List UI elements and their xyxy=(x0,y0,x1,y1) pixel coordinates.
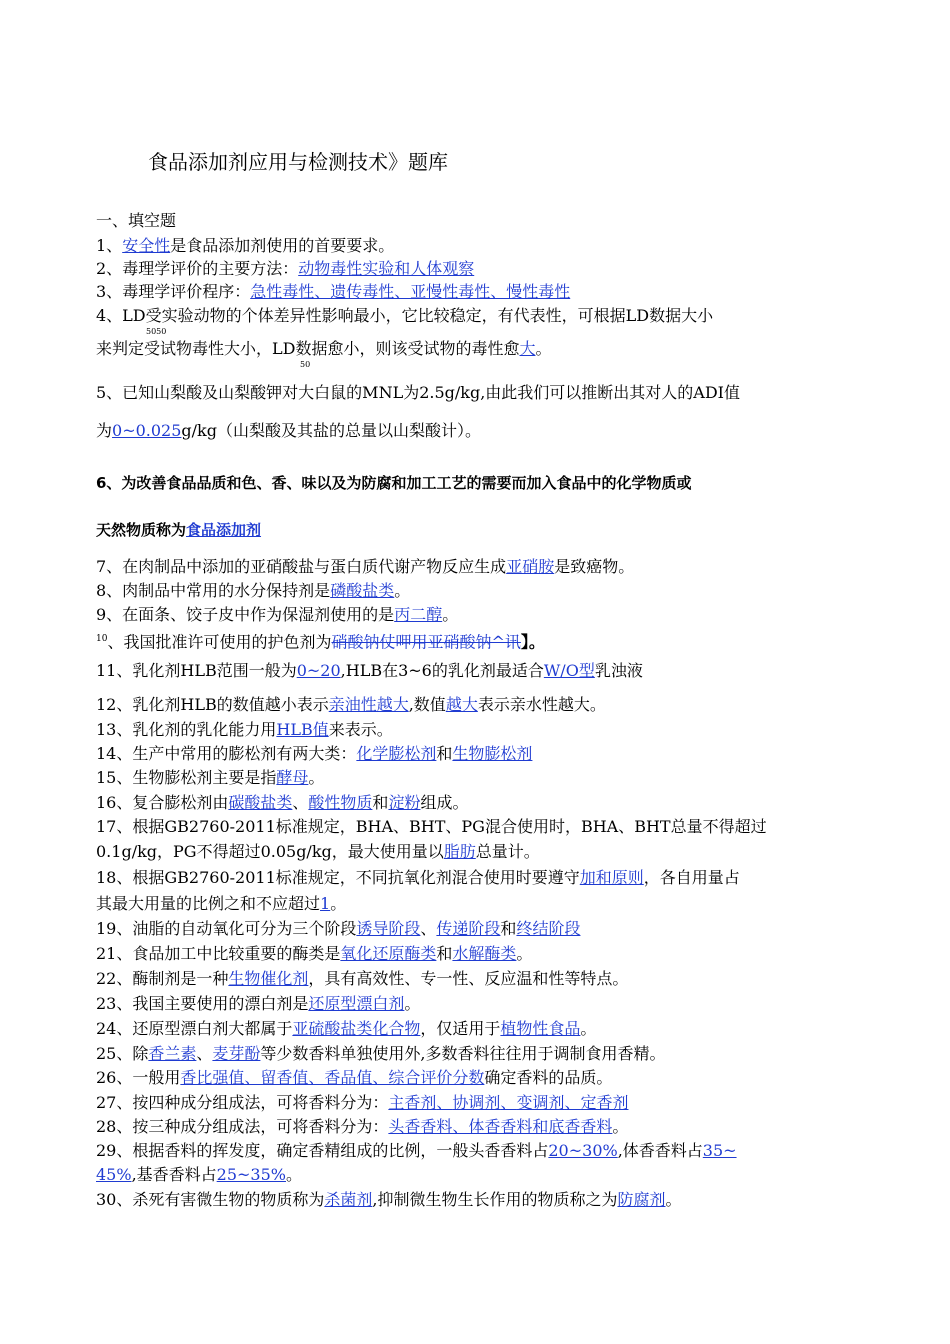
answer: 45% xyxy=(96,1165,132,1184)
page-title: 食品添加剂应用与检测技术》题库 xyxy=(148,150,448,174)
question-29-line-1: 29、根据香料的挥发度，确定香精组成的比例，一般头香香料占20~30%,体香香料占35~ xyxy=(96,1141,737,1160)
question-5-line-2: 为0~0.025g/kg（山梨酸及其盐的总量以山梨酸计）。 xyxy=(96,421,481,440)
answer: 水解酶类 xyxy=(452,944,517,963)
question-17-line-1: 17、根据GB2760-2011标准规定，BHA、BHT、PG混合使用时，BHA、BHT总量不得超过 xyxy=(96,817,767,836)
answer: 化学膨松剂 xyxy=(356,744,437,763)
question-4-line-1: 4、LD受实验动物的个体差异性影响最小，它比较稳定，有代表性，可根据LD数据大小 xyxy=(96,306,714,325)
answer: 亚硫酸盐类化合物 xyxy=(292,1019,421,1038)
answer: 定香剂 xyxy=(580,1093,629,1112)
question-7: 7、在肉制品中添加的亚硝酸盐与蛋白质代谢产物反应生成亚硝胺是致癌物。 xyxy=(96,557,635,576)
answer: 加和原则 xyxy=(579,868,644,887)
answer: 香兰素 xyxy=(148,1044,197,1063)
question-21: 21、食品加工中比较重要的酶类是氧化还原酶类和水解酶类。 xyxy=(96,944,533,963)
question-24: 24、还原型漂白剂大都属于亚硫酸盐类化合物，仅适用于植物性食品。 xyxy=(96,1019,597,1038)
answer: 越大 xyxy=(445,695,478,714)
section-heading: 一、填空题 xyxy=(96,211,177,230)
answer: 终结阶段 xyxy=(516,919,581,938)
answer: W/O型 xyxy=(543,661,595,680)
question-6-line-1: 6、为改善食品品质和色、香、味以及为防腐和加工工艺的需要而加入食品中的化学物质或 xyxy=(96,474,692,492)
answer: 酸性物质 xyxy=(308,793,373,812)
question-18-line-1: 18、根据GB2760-2011标准规定，不同抗氧化剂混合使用时要遵守加和原则，各自用量占 xyxy=(96,868,740,887)
question-13: 13、乳化剂的乳化能力用HLB值来表示。 xyxy=(96,720,393,739)
question-9: 9、在面条、饺子皮中作为保湿剂使用的是丙二醇。 xyxy=(96,605,459,624)
question-6-line-2: 天然物质称为食品添加剂 xyxy=(96,521,262,539)
question-14: 14、生产中常用的膨松剂有两大类：化学膨松剂和生物膨松剂 xyxy=(96,744,533,763)
question-1: 1、安全性是食品添加剂使用的首要要求。 xyxy=(96,236,395,255)
answer: 硝酸钠仗呷用亚硝酸钠^讯 xyxy=(331,632,521,652)
answer: 生物膨松剂 xyxy=(452,744,533,763)
answer: 头香香料、体香香料和底香香料 xyxy=(388,1117,613,1136)
question-12: 12、乳化剂HLB的数值越小表示亲油性越大,数值越大表示亲水性越大。 xyxy=(96,695,606,714)
answer: 麦芽酚 xyxy=(212,1044,261,1063)
answer: 防腐剂 xyxy=(617,1190,666,1209)
answer: 脂肪 xyxy=(443,842,476,861)
question-27: 27、按四种成分组成法，可将香料分为：主香剂、协调剂、变调剂、定香剂 xyxy=(96,1093,629,1112)
question-11: 11、乳化剂HLB范围一般为0~20,HLB在3~6的乳化剂最适合W/O型乳浊液 xyxy=(96,661,643,680)
answer: 0~0.025 xyxy=(112,421,182,440)
answer: 主香剂 xyxy=(388,1093,437,1112)
answer: 磷酸盐类 xyxy=(330,581,395,600)
question-10: $^{10}$、我国批准许可使用的护色剂为硝酸钠仗呷用亚硝酸钠^讯】。 xyxy=(96,632,545,652)
question-2: 2、毒理学评价的主要方法：动物毒性实验和人体观察 xyxy=(96,259,475,278)
subscript: 50 xyxy=(300,360,311,369)
answer: 25~35% xyxy=(216,1165,286,1184)
answer: 淀粉 xyxy=(388,793,421,812)
answer: 变调剂 xyxy=(516,1093,565,1112)
question-28: 28、按三种成分组成法，可将香料分为：头香香料、体香香料和底香香料。 xyxy=(96,1117,629,1136)
question-8: 8、肉制品中常用的水分保持剂是磷酸盐类。 xyxy=(96,581,411,600)
question-29-line-2: 45%,基香香料占25~35%。 xyxy=(96,1165,302,1184)
answer: 丙二醇 xyxy=(394,605,443,624)
answer: 碳酸盐类 xyxy=(228,793,293,812)
answer: 生物催化剂 xyxy=(228,969,309,988)
answer: 酵母 xyxy=(276,768,309,787)
question-25: 25、除香兰素、麦芽酚等少数香料单独使用外,多数香料往往用于调制食用香精。 xyxy=(96,1044,666,1063)
answer: 安全性 xyxy=(122,236,171,255)
question-19: 19、油脂的自动氧化可分为三个阶段诱导阶段、传递阶段和终结阶段 xyxy=(96,919,581,938)
answer: 1 xyxy=(320,894,331,913)
answer: 大 xyxy=(519,339,536,358)
question-5-line-1: 5、已知山梨酸及山梨酸钾对大白鼠的MNL为2.5g/kg,由此我们可以推断出其对人的ADI值 xyxy=(96,383,740,402)
question-4-line-2: 来判定受试物毒性大小，LD数据愈小，则该受试物的毒性愈大。 xyxy=(96,339,552,358)
question-15: 15、生物膨松剂主要是指酵母。 xyxy=(96,768,325,787)
answer: HLB值 xyxy=(276,720,329,739)
question-22: 22、酶制剂是一种生物催化剂，具有高效性、专一性、反应温和性等特点。 xyxy=(96,969,629,988)
question-3: 3、毒理学评价程序：急性毒性、遗传毒性、亚慢性毒性、慢性毒性 xyxy=(96,282,571,301)
answer: 动物毒性实验和人体观察 xyxy=(298,259,475,278)
answer: 诱导阶段 xyxy=(356,919,421,938)
answer: 传递阶段 xyxy=(436,919,501,938)
answer: 氧化还原酶类 xyxy=(340,944,437,963)
answer: 亚硝胺 xyxy=(506,557,555,576)
answer: 20~30% xyxy=(548,1141,618,1160)
question-30: 30、杀死有害微生物的物质称为杀菌剂,抑制微生物生长作用的物质称之为防腐剂。 xyxy=(96,1190,682,1209)
answer: 还原型漂白剂 xyxy=(308,994,405,1013)
answer: 协调剂 xyxy=(452,1093,501,1112)
answer: 0~20 xyxy=(296,661,341,680)
answer: 香比强值、留香值、香品值、综合评价分数 xyxy=(180,1068,485,1087)
question-26: 26、一般用香比强值、留香值、香品值、综合评价分数确定香料的品质。 xyxy=(96,1068,613,1087)
question-16: 16、复合膨松剂由碳酸盐类、酸性物质和淀粉组成。 xyxy=(96,793,469,812)
answer: 食品添加剂 xyxy=(186,521,262,539)
answer: 急性毒性、遗传毒性、亚慢性毒性、慢性毒性 xyxy=(250,282,571,301)
subscript: 5050 xyxy=(146,327,167,336)
question-17-line-2: 0.1g/kg，PG不得超过0.05g/kg，最大使用量以脂肪总量计。 xyxy=(96,842,540,861)
question-23: 23、我国主要使用的漂白剂是还原型漂白剂。 xyxy=(96,994,421,1013)
answer: 亲油性越大 xyxy=(328,695,409,714)
answer: 35~ xyxy=(702,1141,737,1160)
answer: 杀菌剂 xyxy=(324,1190,373,1209)
answer: 植物性食品 xyxy=(500,1019,581,1038)
question-18-line-2: 其最大用量的比例之和不应超过1。 xyxy=(96,894,347,913)
